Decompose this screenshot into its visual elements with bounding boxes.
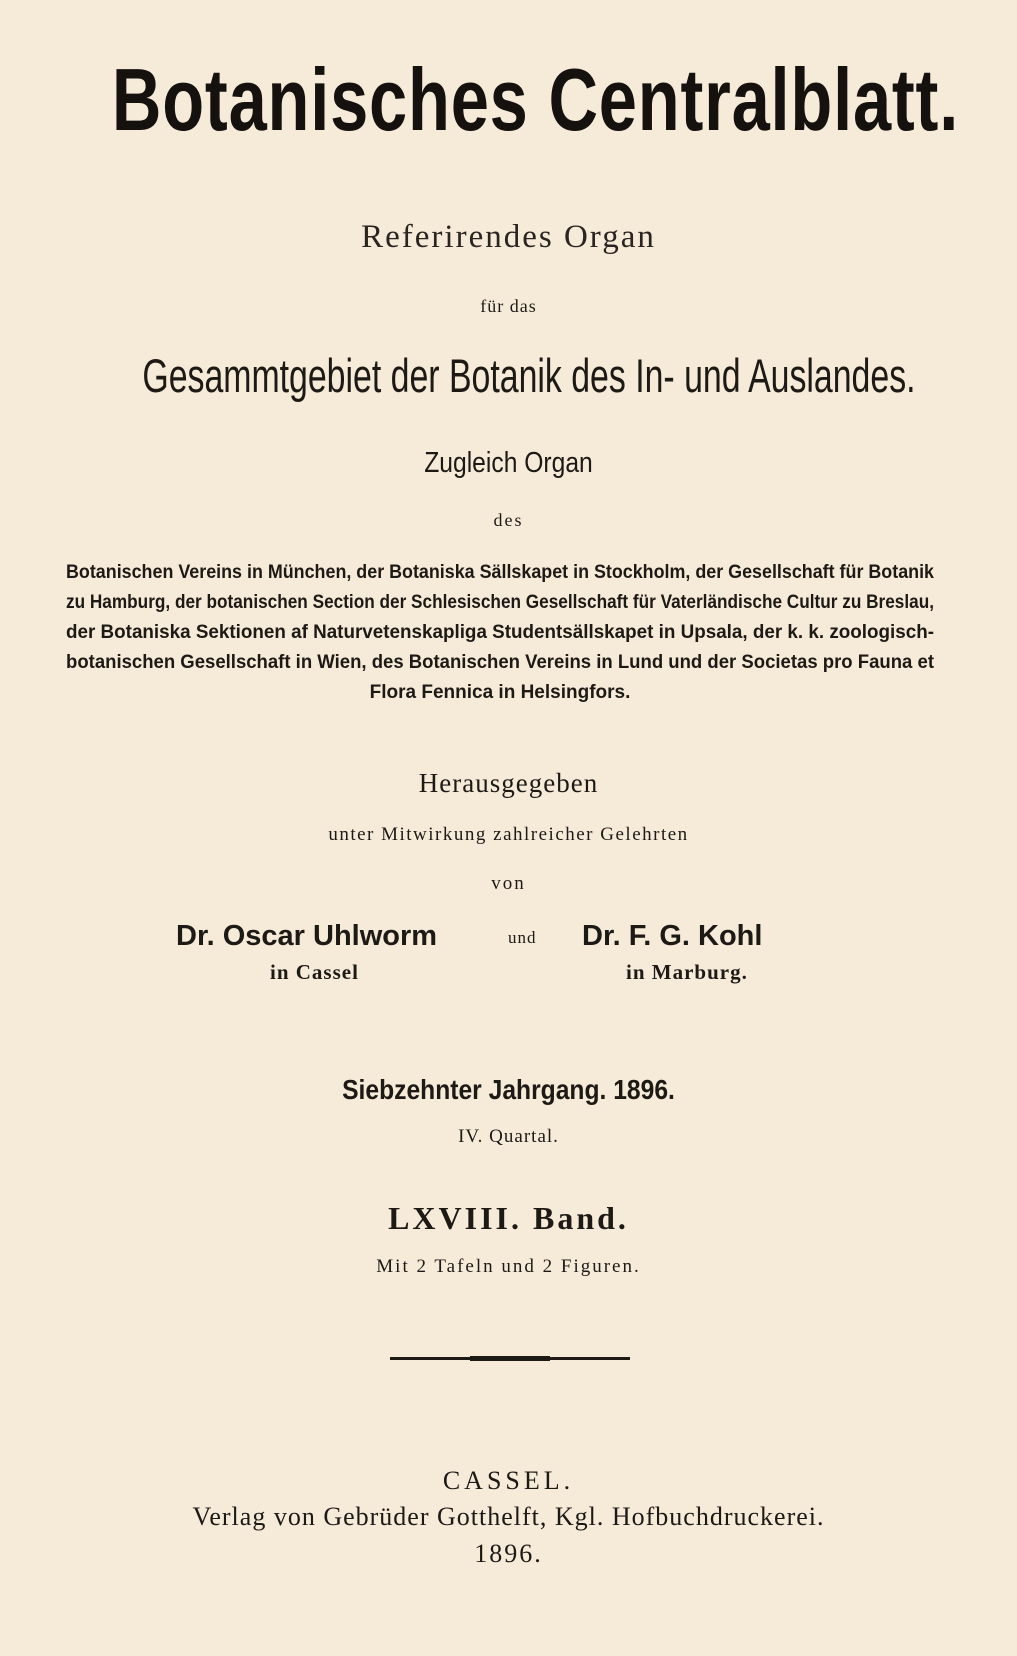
editor-uhlworm-place: in Cassel [270, 960, 359, 984]
journal-title: Botanisches Centralblatt. [111, 50, 960, 149]
gesammtgebiet-heading: Gesammtgebiet der Botanik des In- und Auslandes. [142, 349, 916, 402]
tafeln-note: Mit 2 Tafeln und 2 Figuren. [376, 1256, 641, 1277]
organisation-line: zu Hamburg, der botanischen Section der Schlesischen Gesellschaft für Vaterländische Cultur zu Breslau, [66, 592, 934, 613]
des-label: des [493, 510, 524, 530]
organisation-line: Botanischen Vereins in München, der Botaniska Sällskapet in Stockholm, der Gesellschaft für Botanik [66, 562, 934, 583]
von-label: von [491, 873, 526, 894]
ornamental-rule [390, 1357, 630, 1360]
jahrgang: Siebzehnter Jahrgang. 1896. [342, 1074, 675, 1105]
fuer-das: für das [480, 296, 537, 316]
band-number: LXVIII. Band. [388, 1200, 629, 1236]
imprint-year: 1896. [474, 1539, 543, 1568]
subtitle: Referirendes Organ [361, 219, 656, 255]
organisation-line: Flora Fennica in Helsingfors. [369, 682, 631, 703]
imprint-publisher: Verlag von Gebrüder Gotthelft, Kgl. Hofbuchdruckerei. [192, 1502, 825, 1531]
quartal: IV. Quartal. [458, 1126, 559, 1147]
organisation-line: der Botaniska Sektionen af Naturvetenskapliga Studentsällskapet in Upsala, der k. k. zoologisch- [66, 622, 934, 643]
organisation-line: botanischen Gesellschaft in Wien, des Botanischen Vereins in Lund und der Societas pro Fauna et [66, 652, 934, 673]
editor-uhlworm: Dr. Oscar Uhlworm [176, 920, 438, 952]
organisations-list [66, 558, 934, 708]
imprint-city: CASSEL. [442, 1466, 575, 1495]
editor-kohl: Dr. F. G. Kohl [582, 920, 763, 952]
herausgegeben: Herausgegeben [418, 768, 599, 798]
zugleich-organ: Zugleich Organ [424, 447, 593, 479]
editor-kohl-place: in Marburg. [626, 960, 748, 984]
und-label: und [508, 928, 537, 947]
mitwirkung-line: unter Mitwirkung zahlreicher Gelehrten [328, 824, 689, 845]
